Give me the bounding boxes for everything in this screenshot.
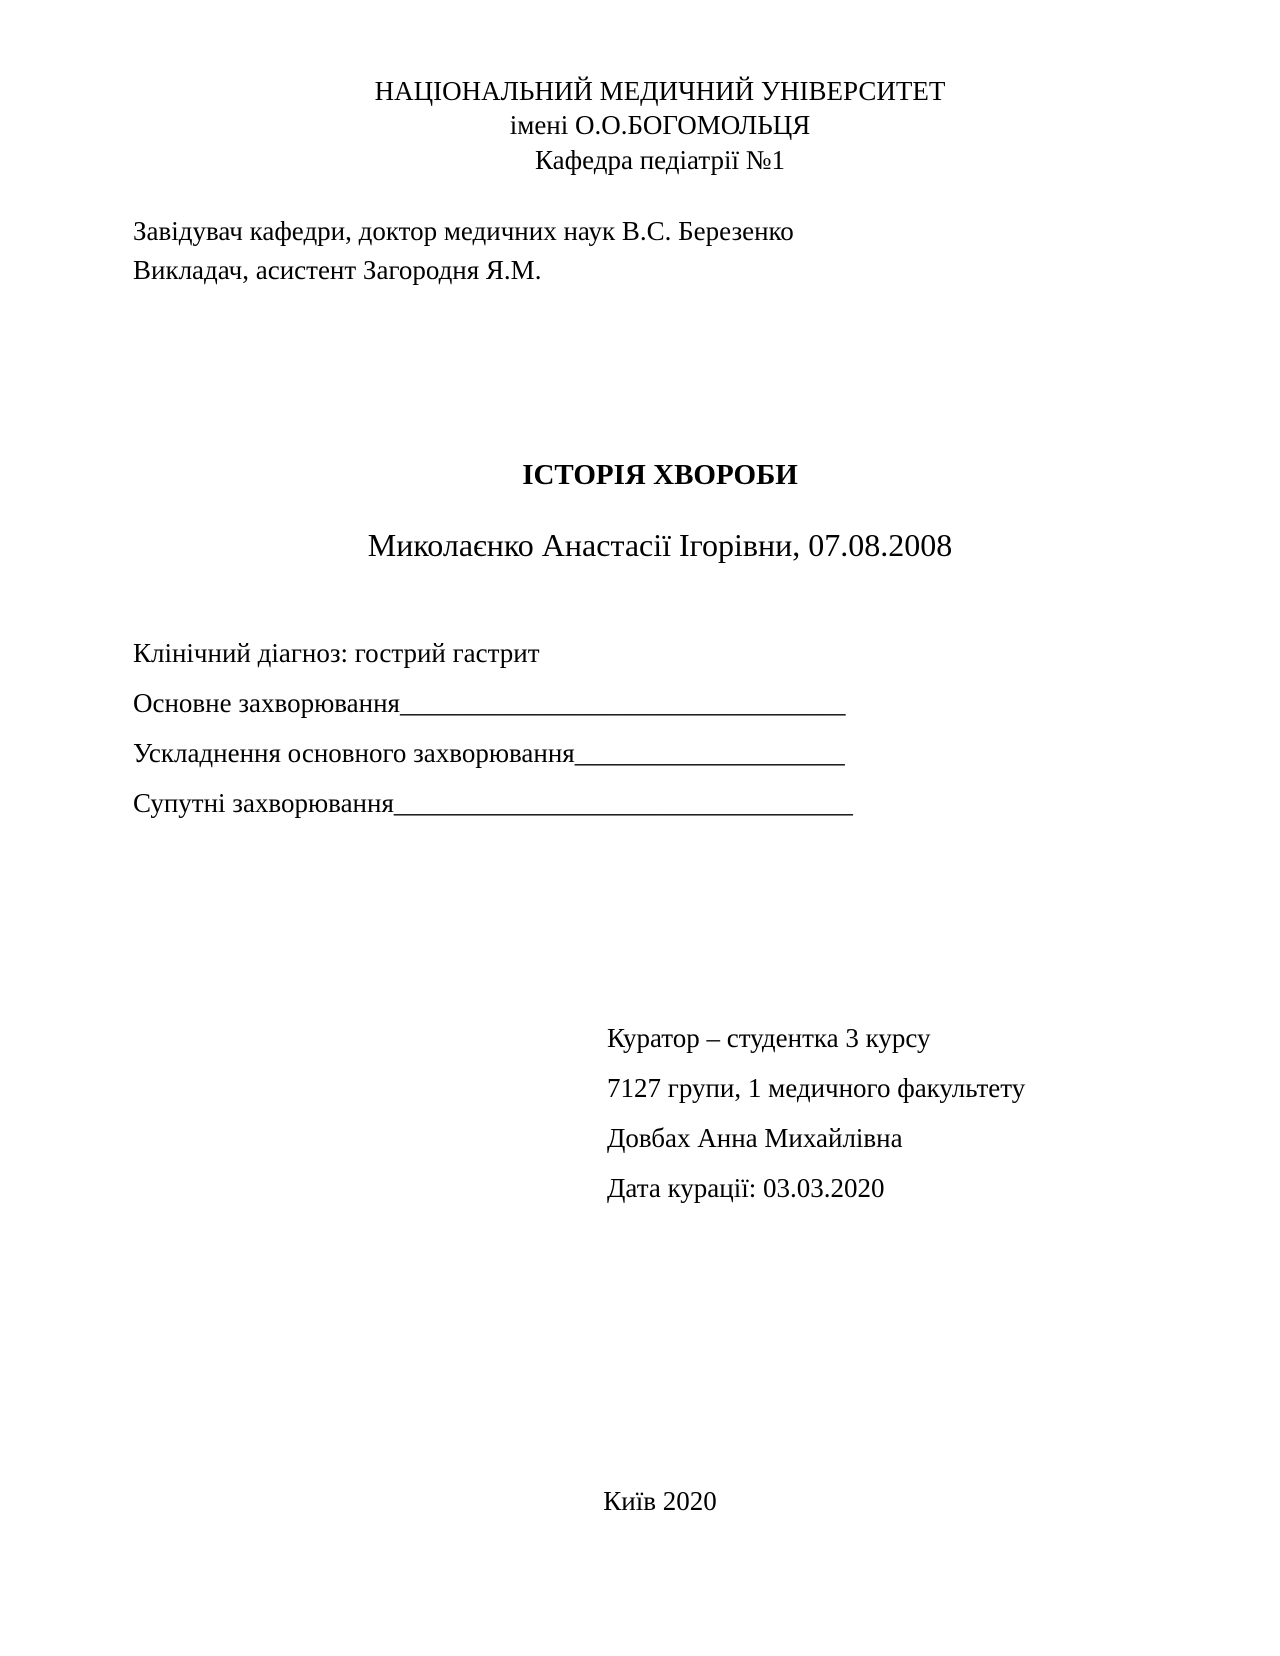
- document-title: ІСТОРІЯ ХВОРОБИ: [522, 459, 798, 491]
- curator-line-1: Куратор – студентка 3 курсу: [607, 1023, 931, 1053]
- footer-city-year: Київ 2020: [603, 1486, 717, 1516]
- curator-name: Довбах Анна Михайлівна: [607, 1123, 903, 1153]
- university-name: НАЦІОНАЛЬНИЙ МЕДИЧНИЙ УНІВЕРСИТЕТ: [374, 76, 946, 106]
- department-head: Завідувач кафедри, доктор медичних наук В.С. Березенко: [133, 216, 794, 246]
- clinical-diagnosis: Клінічний діагноз: гострий гастрит: [133, 638, 540, 668]
- teacher: Викладач, асистент Загородня Я.М.: [133, 255, 542, 285]
- complications-field: Ускладнення основного захворювання____________________: [133, 738, 845, 768]
- concomitant-diseases-field: Супутні захворювання__________________________________: [133, 788, 853, 818]
- university-named-after: імені О.О.БОГОМОЛЬЦЯ: [509, 110, 811, 140]
- patient-name: Миколаєнко Анастасії Ігорівни, 07.08.2008: [367, 527, 953, 563]
- department-name: Кафедра педіатрії №1: [535, 145, 785, 175]
- curation-date: Дата курації: 03.03.2020: [607, 1173, 885, 1203]
- curator-line-2: 7127 групи, 1 медичного факультету: [607, 1073, 1026, 1103]
- main-disease-field: Основне захворювання_________________________________: [133, 688, 846, 718]
